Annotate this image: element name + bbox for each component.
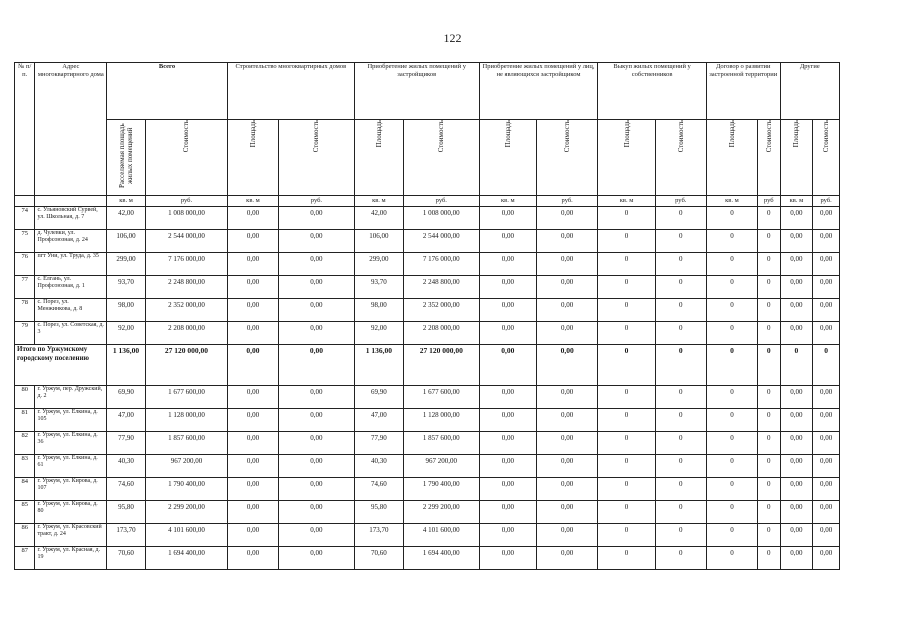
row-value: 0,00 — [227, 547, 278, 570]
row-value: 0,00 — [813, 276, 840, 299]
row-value: 77,90 — [107, 432, 146, 455]
row-value: 0,00 — [227, 322, 278, 345]
row-value: 2 544 000,00 — [403, 230, 479, 253]
row-value: 0,00 — [536, 455, 597, 478]
row-value: 2 299 200,00 — [403, 501, 479, 524]
row-value: 0,00 — [780, 276, 813, 299]
row-value: 0,00 — [479, 547, 536, 570]
row-value: 0,00 — [479, 478, 536, 501]
row-number: 81 — [15, 409, 35, 432]
row-value: 0,00 — [780, 501, 813, 524]
row-value: 0 — [655, 386, 706, 409]
row-value: 0 — [598, 455, 655, 478]
row-value: 0,00 — [536, 409, 597, 432]
row-value: 0 — [655, 322, 706, 345]
row-value: 0,00 — [780, 432, 813, 455]
subcolumn-header: Расселяемая площадь жилых помещений — [107, 120, 146, 196]
unit-cell: руб. — [655, 196, 706, 207]
row-value: 0,00 — [536, 322, 597, 345]
unit-cell: руб. — [813, 196, 840, 207]
row-value: 0 — [655, 455, 706, 478]
row-value: 0,00 — [780, 322, 813, 345]
row-value: 2 248 800,00 — [146, 276, 228, 299]
row-value: 0,00 — [479, 230, 536, 253]
row-value: 0,00 — [536, 207, 597, 230]
unit-cell: кв. м — [598, 196, 655, 207]
row-value: 0,00 — [813, 524, 840, 547]
row-value: 0,00 — [536, 276, 597, 299]
row-address: с. Елгань, ул. Профсоюзная, д. 1 — [35, 276, 107, 299]
subcolumn-header: Стоимость — [536, 120, 597, 196]
row-value: 95,80 — [107, 501, 146, 524]
row-value: 1 008 000,00 — [146, 207, 228, 230]
unit-cell: руб. — [279, 196, 355, 207]
row-value: 106,00 — [354, 230, 403, 253]
row-value: 0,00 — [227, 524, 278, 547]
row-value: 74,60 — [354, 478, 403, 501]
table-row — [15, 409, 840, 432]
row-value: 0,00 — [227, 501, 278, 524]
row-value: 0 — [706, 276, 757, 299]
row-value: 0 — [758, 207, 781, 230]
row-value: 106,00 — [107, 230, 146, 253]
row-value: 74,60 — [107, 478, 146, 501]
subcolumn-header: Стоимость — [403, 120, 479, 196]
total-value: 1 136,00 — [107, 345, 146, 386]
total-value: 0 — [706, 345, 757, 386]
row-number: 84 — [15, 478, 35, 501]
row-value: 0,00 — [536, 386, 597, 409]
row-value: 0 — [655, 276, 706, 299]
row-number: 79 — [15, 322, 35, 345]
row-value: 2 299 200,00 — [146, 501, 228, 524]
row-address: с. Ульяновский Сурвей, ул. Школьная, д. 7 — [35, 207, 107, 230]
row-value: 0,00 — [279, 478, 355, 501]
row-value: 0,00 — [479, 386, 536, 409]
row-value: 0,00 — [780, 547, 813, 570]
row-value: 4 101 600,00 — [403, 524, 479, 547]
row-number: 83 — [15, 455, 35, 478]
row-value: 2 352 000,00 — [403, 299, 479, 322]
row-value: 0,00 — [279, 455, 355, 478]
row-number: 85 — [15, 501, 35, 524]
group-header: Приобретение жилых помещений у застройщиков — [354, 63, 479, 120]
row-value: 0,00 — [479, 276, 536, 299]
row-value: 0 — [758, 253, 781, 276]
row-value: 0 — [598, 501, 655, 524]
row-value: 0,00 — [279, 322, 355, 345]
row-value: 1 694 400,00 — [403, 547, 479, 570]
row-value: 0 — [655, 501, 706, 524]
row-value: 2 208 000,00 — [403, 322, 479, 345]
row-value: 0,00 — [279, 524, 355, 547]
unit-cell: руб — [758, 196, 781, 207]
row-address: г. Уржум, ул. Елкина, д. 61 — [35, 455, 107, 478]
row-value: 1 857 600,00 — [403, 432, 479, 455]
row-value: 0 — [598, 276, 655, 299]
row-value: 42,00 — [107, 207, 146, 230]
subcolumn-header: Площадь — [780, 120, 813, 196]
row-value: 0 — [598, 322, 655, 345]
table-row — [15, 455, 840, 478]
row-address: г. Уржум, ул. Кирова, д. 80 — [35, 501, 107, 524]
row-value: 0 — [598, 478, 655, 501]
row-value: 0 — [655, 299, 706, 322]
row-value: 7 176 000,00 — [146, 253, 228, 276]
row-address: г. Уржум, ул. Елкина, д. 36 — [35, 432, 107, 455]
row-number: 77 — [15, 276, 35, 299]
group-header: Другие — [780, 63, 839, 120]
subcolumn-header: Площадь — [354, 120, 403, 196]
row-number: 80 — [15, 386, 35, 409]
row-value: 77,90 — [354, 432, 403, 455]
row-value: 967 200,00 — [403, 455, 479, 478]
row-value: 0 — [598, 253, 655, 276]
row-value: 0,00 — [479, 524, 536, 547]
row-value: 0 — [655, 524, 706, 547]
row-value: 0,00 — [279, 230, 355, 253]
row-value: 0,00 — [227, 409, 278, 432]
row-value: 0,00 — [227, 253, 278, 276]
unit-cell: кв. м — [780, 196, 813, 207]
row-value: 1 790 400,00 — [146, 478, 228, 501]
row-value: 0,00 — [279, 547, 355, 570]
total-value: 27 120 000,00 — [403, 345, 479, 386]
row-value: 1 128 000,00 — [146, 409, 228, 432]
row-value: 0,00 — [813, 547, 840, 570]
total-value: 0 — [758, 345, 781, 386]
row-value: 0,00 — [813, 455, 840, 478]
row-value: 299,00 — [354, 253, 403, 276]
row-value: 0 — [758, 501, 781, 524]
row-value: 0,00 — [813, 322, 840, 345]
table-row — [15, 322, 840, 345]
row-value: 1 677 600,00 — [146, 386, 228, 409]
row-value: 0,00 — [279, 501, 355, 524]
table-row — [15, 386, 840, 409]
row-value: 0,00 — [479, 455, 536, 478]
table-row — [15, 230, 840, 253]
row-value: 0,00 — [780, 299, 813, 322]
row-value: 0,00 — [536, 547, 597, 570]
unit-cell: кв. м — [227, 196, 278, 207]
row-value: 98,00 — [354, 299, 403, 322]
row-value: 0,00 — [813, 230, 840, 253]
row-value: 1 008 000,00 — [403, 207, 479, 230]
row-value: 0,00 — [279, 253, 355, 276]
row-address: г. Уржум, ул. Красовский тракт, д. 24 — [35, 524, 107, 547]
total-value: 0,00 — [279, 345, 355, 386]
row-address: г. Уржум, ул. Красная, д. 19 — [35, 547, 107, 570]
row-value: 0,00 — [279, 409, 355, 432]
row-value: 0,00 — [780, 409, 813, 432]
row-value: 173,70 — [107, 524, 146, 547]
row-value: 40,30 — [107, 455, 146, 478]
row-value: 0 — [706, 478, 757, 501]
group-header: Строительство многоквартирных домов — [227, 63, 354, 120]
table-row — [15, 478, 840, 501]
row-value: 0 — [758, 432, 781, 455]
table-row — [15, 253, 840, 276]
row-value: 0,00 — [536, 299, 597, 322]
row-value: 70,60 — [354, 547, 403, 570]
row-value: 0,00 — [780, 253, 813, 276]
units-row — [15, 196, 840, 207]
subcolumn-header: Стоимость — [146, 120, 228, 196]
row-value: 0,00 — [780, 455, 813, 478]
table-row — [15, 432, 840, 455]
row-value: 0 — [655, 547, 706, 570]
row-value: 299,00 — [107, 253, 146, 276]
row-value: 0 — [706, 432, 757, 455]
row-value: 0 — [758, 230, 781, 253]
row-value: 0,00 — [536, 524, 597, 547]
total-value: 0,00 — [227, 345, 278, 386]
row-value: 0 — [598, 409, 655, 432]
row-value: 7 176 000,00 — [403, 253, 479, 276]
row-value: 0,00 — [279, 276, 355, 299]
row-number: 86 — [15, 524, 35, 547]
row-value: 1 128 000,00 — [403, 409, 479, 432]
total-value: 0 — [813, 345, 840, 386]
row-value: 0 — [706, 455, 757, 478]
row-value: 0 — [706, 230, 757, 253]
unit-cell: руб. — [146, 196, 228, 207]
row-value: 0 — [598, 432, 655, 455]
row-value: 0,00 — [813, 409, 840, 432]
total-value: 0 — [598, 345, 655, 386]
row-value: 0 — [655, 253, 706, 276]
row-value: 0 — [598, 299, 655, 322]
table-row — [15, 547, 840, 570]
row-value: 0,00 — [780, 524, 813, 547]
row-value: 95,80 — [354, 501, 403, 524]
row-address: с. Порез, ул. Советская, д. 3 — [35, 322, 107, 345]
row-value: 0,00 — [536, 501, 597, 524]
row-value: 0 — [706, 253, 757, 276]
subcolumn-header: Стоимость — [758, 120, 781, 196]
row-value: 0 — [706, 409, 757, 432]
group-header: Приобретение жилых помещений у лиц, не являющихся застройщиком — [479, 63, 598, 120]
subcolumn-header-row — [15, 120, 840, 196]
unit-cell: кв. м — [479, 196, 536, 207]
row-value: 0,00 — [227, 432, 278, 455]
row-value: 0 — [706, 322, 757, 345]
total-value: 0 — [655, 345, 706, 386]
unit-cell: кв. м — [354, 196, 403, 207]
row-value: 0,00 — [227, 386, 278, 409]
row-value: 1 790 400,00 — [403, 478, 479, 501]
row-value: 0 — [758, 455, 781, 478]
row-value: 42,00 — [354, 207, 403, 230]
row-value: 0,00 — [479, 432, 536, 455]
row-number: 78 — [15, 299, 35, 322]
row-value: 0 — [706, 524, 757, 547]
row-value: 0 — [598, 207, 655, 230]
row-value: 69,90 — [354, 386, 403, 409]
row-value: 0,00 — [279, 207, 355, 230]
row-number: 74 — [15, 207, 35, 230]
row-value: 2 352 000,00 — [146, 299, 228, 322]
unit-cell: руб. — [536, 196, 597, 207]
row-address: г. Уржум, пер. Дружский, д. 2 — [35, 386, 107, 409]
row-value: 0 — [706, 207, 757, 230]
row-value: 967 200,00 — [146, 455, 228, 478]
row-value: 0,00 — [279, 432, 355, 455]
row-value: 0,00 — [536, 478, 597, 501]
row-value: 93,70 — [107, 276, 146, 299]
row-value: 4 101 600,00 — [146, 524, 228, 547]
row-value: 0 — [598, 230, 655, 253]
total-value: 27 120 000,00 — [146, 345, 228, 386]
row-value: 0 — [655, 478, 706, 501]
row-value: 0,00 — [813, 299, 840, 322]
row-value: 173,70 — [354, 524, 403, 547]
row-value: 0,00 — [536, 230, 597, 253]
row-value: 0 — [655, 230, 706, 253]
row-value: 0 — [758, 478, 781, 501]
row-value: 93,70 — [354, 276, 403, 299]
group-header: Всего — [107, 63, 228, 120]
unit-cell: кв. м — [706, 196, 757, 207]
row-value: 69,90 — [107, 386, 146, 409]
subcolumn-header: Стоимость — [279, 120, 355, 196]
row-value: 0 — [758, 276, 781, 299]
col-num-header: № п/п. — [15, 63, 35, 196]
subcolumn-header: Стоимость — [813, 120, 840, 196]
row-value: 0,00 — [227, 478, 278, 501]
row-value: 0,00 — [536, 253, 597, 276]
row-value: 0,00 — [479, 501, 536, 524]
row-value: 0,00 — [479, 207, 536, 230]
subcolumn-header: Стоимость — [655, 120, 706, 196]
row-value: 0 — [758, 299, 781, 322]
subcolumn-header: Площадь — [598, 120, 655, 196]
row-value: 0,00 — [813, 253, 840, 276]
row-value: 47,00 — [107, 409, 146, 432]
row-value: 0,00 — [227, 276, 278, 299]
row-value: 0,00 — [479, 253, 536, 276]
row-value: 92,00 — [354, 322, 403, 345]
row-value: 0 — [598, 547, 655, 570]
row-value: 0,00 — [813, 501, 840, 524]
row-value: 0 — [706, 547, 757, 570]
table-row — [15, 276, 840, 299]
row-value: 0 — [758, 386, 781, 409]
row-value: 0,00 — [813, 207, 840, 230]
subcolumn-header: Площадь — [706, 120, 757, 196]
row-value: 0 — [758, 322, 781, 345]
row-address: пгт Уни, ул. Труда, д. 35 — [35, 253, 107, 276]
row-value: 1 694 400,00 — [146, 547, 228, 570]
row-value: 0,00 — [227, 299, 278, 322]
total-value: 1 136,00 — [354, 345, 403, 386]
row-value: 47,00 — [354, 409, 403, 432]
row-address: г. Уржум, ул. Елкина, д. 105 — [35, 409, 107, 432]
row-value: 0,00 — [479, 299, 536, 322]
row-value: 0,00 — [227, 455, 278, 478]
row-value: 0 — [598, 386, 655, 409]
row-value: 0,00 — [479, 322, 536, 345]
row-value: 0,00 — [813, 478, 840, 501]
total-value: 0 — [780, 345, 813, 386]
row-value: 0 — [758, 524, 781, 547]
table-row — [15, 299, 840, 322]
row-value: 0,00 — [279, 386, 355, 409]
row-value: 0,00 — [780, 478, 813, 501]
row-number: 75 — [15, 230, 35, 253]
row-value: 0,00 — [279, 299, 355, 322]
row-value: 0,00 — [479, 409, 536, 432]
row-value: 0 — [706, 299, 757, 322]
table-row — [15, 524, 840, 547]
row-value: 0 — [655, 409, 706, 432]
unit-cell: руб. — [403, 196, 479, 207]
row-value: 0,00 — [227, 230, 278, 253]
row-value: 0,00 — [227, 207, 278, 230]
row-address: д. Чулевки, ул. Профсоюзная, д. 24 — [35, 230, 107, 253]
row-value: 0 — [655, 207, 706, 230]
row-value: 0,00 — [813, 432, 840, 455]
group-header: Договор о развитии застроенной территории — [706, 63, 780, 120]
group-header: Выкуп жилых помещений у собственников — [598, 63, 706, 120]
row-value: 0,00 — [813, 386, 840, 409]
row-value: 0 — [706, 501, 757, 524]
resettlement-table — [14, 62, 840, 570]
row-value: 1 677 600,00 — [403, 386, 479, 409]
unit-cell: кв. м — [107, 196, 146, 207]
row-value: 0,00 — [780, 207, 813, 230]
total-row — [15, 345, 840, 386]
table-row — [15, 207, 840, 230]
row-number: 82 — [15, 432, 35, 455]
total-value: 0,00 — [536, 345, 597, 386]
total-value: 0,00 — [479, 345, 536, 386]
row-value: 0 — [655, 432, 706, 455]
row-number: 87 — [15, 547, 35, 570]
total-label: Итого по Уржумскому городскому поселению — [15, 345, 107, 386]
row-value: 70,60 — [107, 547, 146, 570]
row-value: 98,00 — [107, 299, 146, 322]
row-value: 0 — [758, 547, 781, 570]
row-value: 2 208 000,00 — [146, 322, 228, 345]
subcolumn-header: Площадь — [479, 120, 536, 196]
row-value: 0,00 — [536, 432, 597, 455]
row-value: 0,00 — [780, 386, 813, 409]
subcolumn-header: Площадь — [227, 120, 278, 196]
row-value: 0 — [706, 386, 757, 409]
row-address: г. Уржум, ул. Кирова, д. 107 — [35, 478, 107, 501]
row-value: 92,00 — [107, 322, 146, 345]
group-header-row — [15, 63, 840, 120]
page-number: 122 — [443, 31, 462, 45]
row-number: 76 — [15, 253, 35, 276]
row-value: 1 857 600,00 — [146, 432, 228, 455]
row-value: 2 544 000,00 — [146, 230, 228, 253]
col-address-header: Адрес многоквартирного дома — [35, 63, 107, 196]
row-value: 0 — [598, 524, 655, 547]
row-value: 40,30 — [354, 455, 403, 478]
row-value: 0,00 — [780, 230, 813, 253]
row-value: 2 248 800,00 — [403, 276, 479, 299]
table-row — [15, 501, 840, 524]
row-value: 0 — [758, 409, 781, 432]
row-address: с. Порез, ул. Менжинкова, д. 8 — [35, 299, 107, 322]
